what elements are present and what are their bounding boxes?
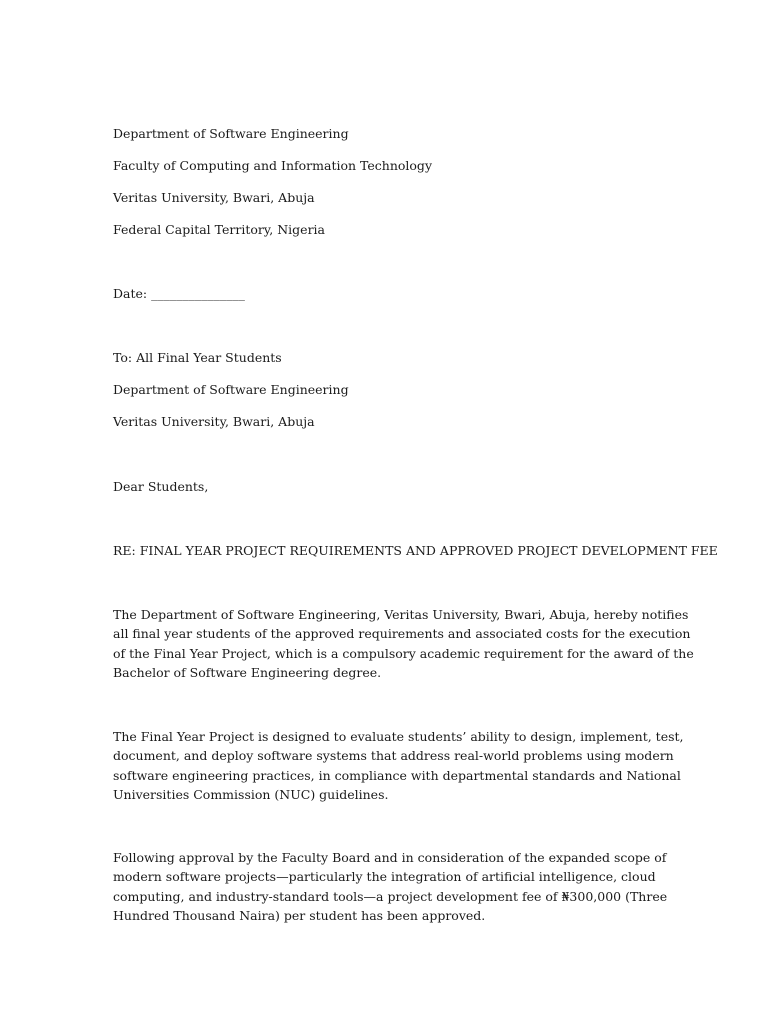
sender-department: Department of Software Engineering (113, 126, 349, 141)
recipient-to: To: All Final Year Students (113, 350, 282, 365)
paragraph-line: Following approval by the Faculty Board and in consideration of the expanded scope of (113, 850, 667, 865)
paragraph-line: Bachelor of Software Engineering degree. (113, 664, 382, 680)
paragraph-line: The Department of Software Engineering, Veritas University, Bwari, Abuja, hereby notifies (113, 607, 689, 622)
body-paragraph-3 (113, 848, 668, 925)
body-paragraph-2 (113, 727, 684, 804)
recipient-department: Department of Software Engineering (113, 382, 349, 397)
paragraph-line: The Final Year Project is designed to evaluate students’ ability to design, implement, test, (113, 729, 684, 744)
paragraph-line: computing, and industry-standard tools—a project development fee of ₦300,000 (Three (113, 888, 668, 904)
paragraph-line: modern software projects—particularly the integration of artificial intelligence, cloud (113, 869, 656, 885)
date-line: Date: _______________ (113, 286, 245, 301)
body-paragraph-1 (113, 605, 694, 682)
paragraph-line: all final year students of the approved requirements and associated costs for the execution (113, 626, 691, 642)
salutation: Dear Students, (113, 479, 209, 494)
sender-university: Veritas University, Bwari, Abuja (113, 190, 315, 205)
paragraph-line: Universities Commission (NUC) guidelines. (113, 786, 389, 802)
paragraph-line: of the Final Year Project, which is a compulsory academic requirement for the award of the (113, 645, 694, 661)
paragraph-line: software engineering practices, in compliance with departmental standards and National (113, 767, 681, 783)
sender-region: Federal Capital Territory, Nigeria (113, 222, 325, 237)
recipient-university: Veritas University, Bwari, Abuja (113, 414, 315, 429)
paragraph-line: document, and deploy software systems that address real-world problems using modern (113, 748, 674, 764)
subject-line: RE: FINAL YEAR PROJECT REQUIREMENTS AND APPROVED PROJECT DEVELOPMENT FEE (113, 543, 718, 558)
sender-faculty: Faculty of Computing and Information Technology (113, 158, 433, 173)
paragraph-line: Hundred Thousand Naira) per student has been approved. (113, 907, 486, 923)
